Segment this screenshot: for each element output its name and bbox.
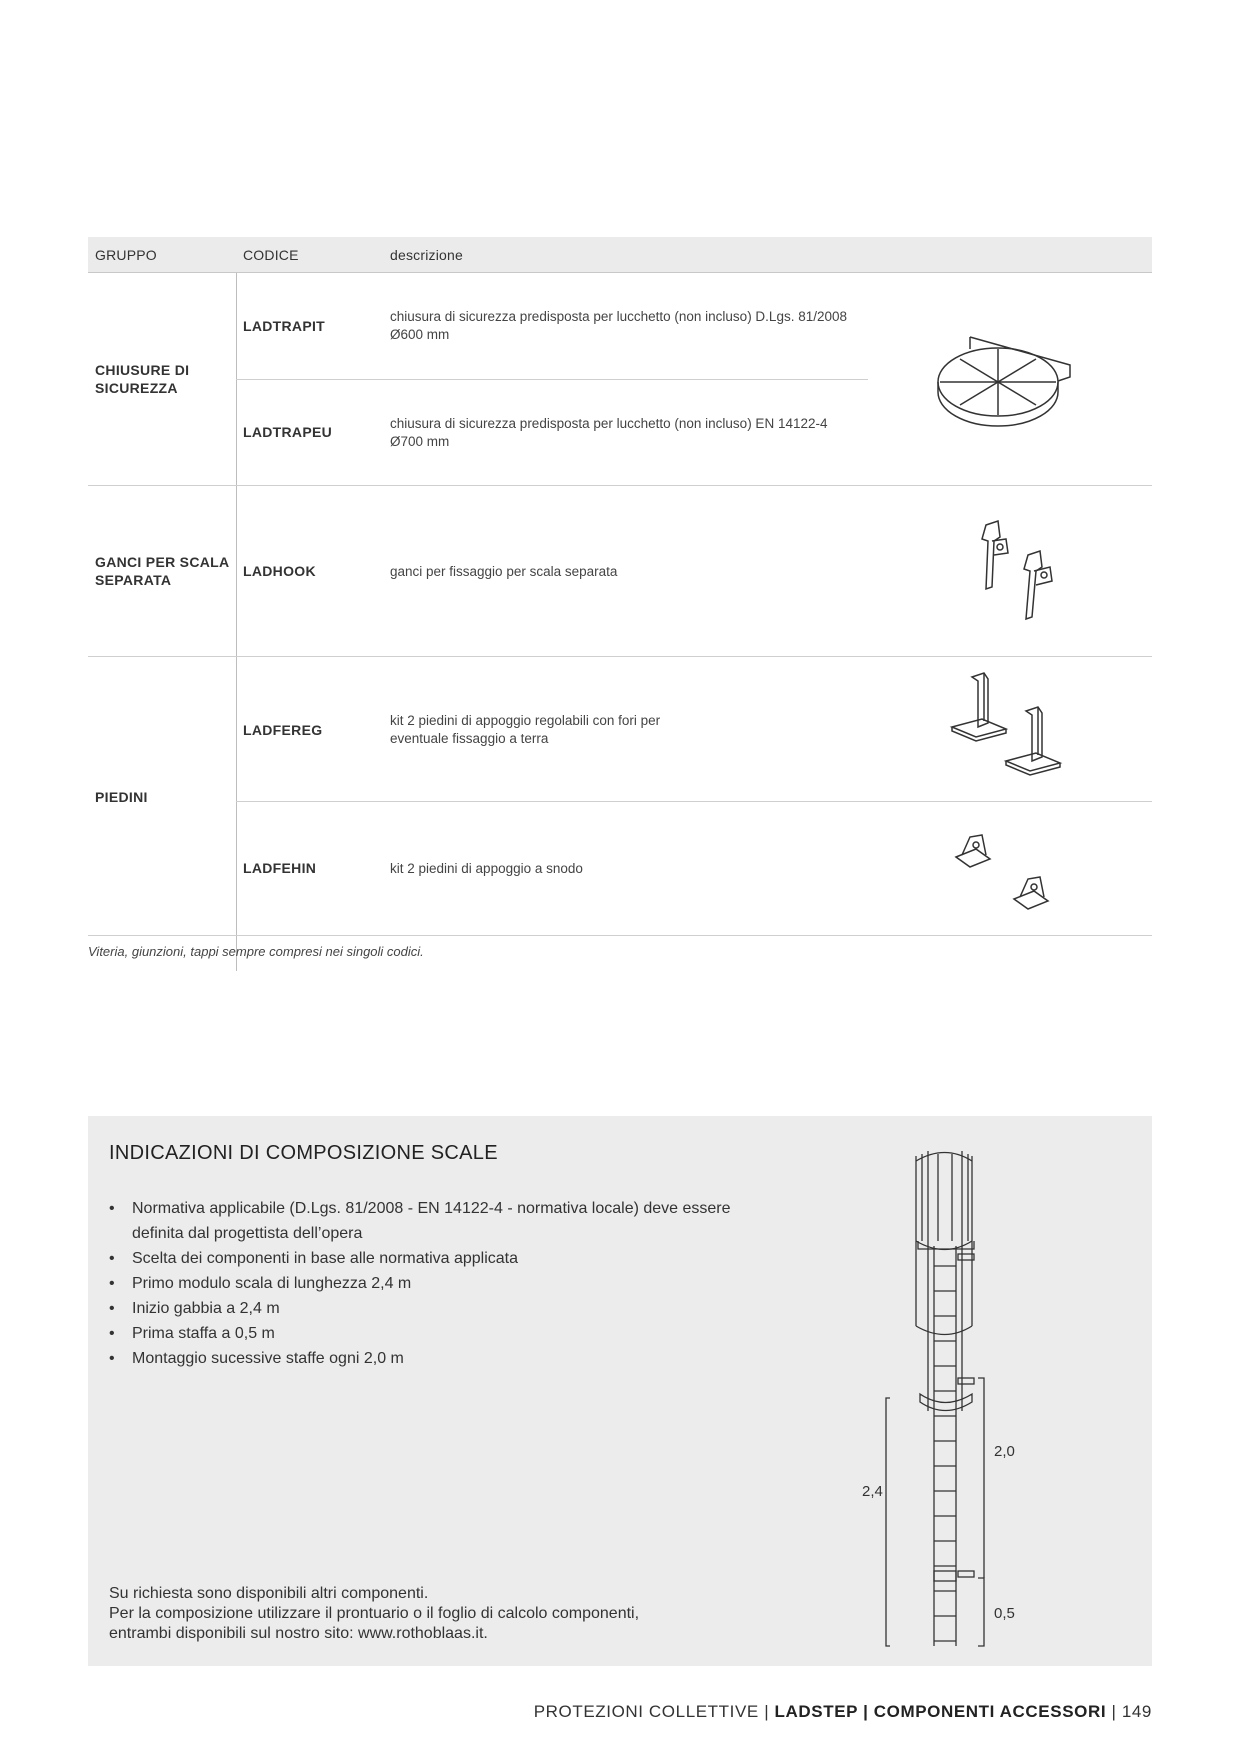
adjustable-feet-image — [948, 671, 1078, 781]
page-footer — [534, 1702, 1152, 1722]
dim-bracket-spacing: 2,0 — [994, 1443, 1015, 1460]
group-chiusure: CHIUSURE DI SICUREZZA — [95, 362, 190, 396]
group-divider — [88, 656, 1152, 657]
ladder-diagram — [848, 1146, 1048, 1656]
group-divider — [88, 485, 1152, 486]
row-divider — [236, 379, 868, 380]
desc-ladtrapeu: chiusura di sicurezza predisposta per lucchetto (non incluso) EN 14122-4 Ø700 mm — [390, 416, 828, 449]
page-number: 149 — [1121, 1702, 1152, 1721]
bullet-item: • Prima staffa a 0,5 m — [109, 1321, 749, 1346]
safety-hatch-image — [930, 325, 1080, 435]
dim-first-bracket: 0,5 — [994, 1605, 1015, 1622]
header-gruppo: GRUPPO — [95, 247, 157, 263]
header-descrizione: descrizione — [390, 247, 464, 263]
footer-separator: | — [764, 1702, 775, 1721]
code-ladtrapeu: LADTRAPEU — [243, 424, 333, 440]
code-ladtrapit: LADTRAPIT — [243, 318, 326, 334]
table-note: Viteria, giunzioni, tappi sempre compresi nei singoli codici. — [88, 944, 424, 959]
footer-line: Su richiesta sono disponibili altri componenti. — [109, 1585, 429, 1602]
group-piedini: PIEDINI — [95, 789, 148, 805]
composition-title: INDICAZIONI DI COMPOSIZIONE SCALE — [109, 1142, 498, 1164]
bullet-item: • Montaggio sucessive staffe ogni 2,0 m — [109, 1346, 749, 1371]
hinged-feet-image — [950, 829, 1070, 919]
table-bottom-border — [88, 935, 1152, 936]
dim-cage-start: 2,4 — [862, 1483, 883, 1500]
bullet-item: • Normativa applicabile (D.Lgs. 81/2008 - EN 14122-4 - normativa locale) deve essere definita dal progettista dell’opera — [109, 1196, 749, 1246]
header-codice: CODICE — [243, 247, 299, 263]
composition-footer — [109, 1584, 749, 1644]
composition-panel — [88, 1116, 1152, 1666]
footer-line: entrambi disponibili sul nostro sito: www.rothoblaas.it. — [109, 1625, 488, 1642]
group-ganci: GANCI PER SCALA SEPARATA — [95, 554, 229, 588]
desc-ladtrapit: chiusura di sicurezza predisposta per lucchetto (non incluso) D.Lgs. 81/2008 Ø600 mm — [390, 309, 848, 342]
desc-ladfehin: kit 2 piedini di appoggio a snodo — [390, 861, 583, 876]
row-divider — [236, 801, 1152, 802]
table-header — [88, 237, 1152, 273]
footer-product: LADSTEP | COMPONENTI ACCESSORI — [774, 1702, 1107, 1721]
column-divider — [236, 273, 237, 971]
bullet-item: • Inizio gabbia a 2,4 m — [109, 1296, 749, 1321]
bullet-item: • Scelta dei componenti in base alle normativa applicata — [109, 1246, 749, 1271]
hook-image — [968, 517, 1078, 627]
code-ladfereg: LADFEREG — [243, 722, 323, 738]
desc-ladhook: ganci per fissaggio per scala separata — [390, 564, 618, 579]
code-ladfehin: LADFEHIN — [243, 860, 317, 876]
bullet-item: • Primo modulo scala di lunghezza 2,4 m — [109, 1271, 749, 1296]
footer-line: Per la composizione utilizzare il prontuario o il foglio di calcolo componenti, — [109, 1605, 640, 1622]
desc-ladfereg: kit 2 piedini di appoggio regolabili con fori per eventuale fissaggio a terra — [390, 713, 661, 746]
footer-section: PROTEZIONI COLLETTIVE — [533, 1702, 759, 1721]
code-ladhook: LADHOOK — [243, 563, 316, 579]
composition-bullets — [109, 1196, 749, 1371]
footer-separator: | — [1111, 1702, 1122, 1721]
